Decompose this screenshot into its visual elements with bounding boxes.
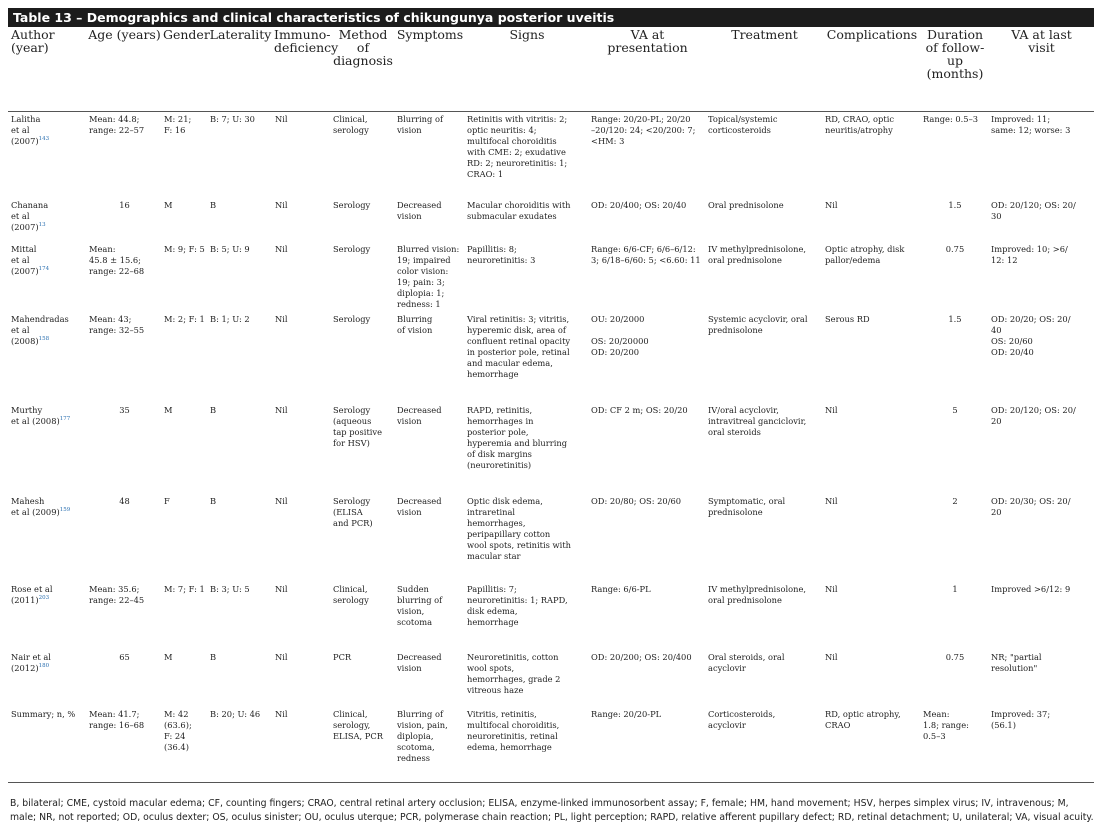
cell-va-last <box>989 405 1094 496</box>
cell-signs <box>465 709 589 778</box>
cell-va-last-text: OD: 20/120; OS: 20/ 30 <box>991 200 1076 222</box>
cell-signs-text: RAPD, retinitis, hemorrhages in posterior pole, hyperemia and blurring of disk margins (neuroretinitis) <box>467 405 568 471</box>
table-body <box>8 111 1094 778</box>
cell-method <box>331 652 395 709</box>
cell-laterality <box>208 496 273 584</box>
cell-immunodeficiency <box>273 405 331 496</box>
cell-author <box>8 244 87 314</box>
cell-symptoms-text: Blurring of vision <box>397 113 444 135</box>
cell-age <box>87 314 162 405</box>
cell-age <box>87 200 162 244</box>
cell-author <box>8 496 87 584</box>
cell-method-text: Serology <box>333 200 371 210</box>
cell-va-presentation <box>589 405 706 496</box>
cell-immunodeficiency <box>273 584 331 652</box>
cell-age <box>87 584 162 652</box>
cell-gender-text: M <box>164 405 173 415</box>
header-gender-text: Gender <box>163 27 210 42</box>
header-immunodeficiency <box>273 27 339 111</box>
cell-immunodeficiency-text: Nil <box>275 200 288 210</box>
cell-signs <box>465 405 589 496</box>
table-row <box>8 200 1094 244</box>
header-treatment <box>706 27 823 111</box>
cell-signs <box>465 244 589 314</box>
header-duration <box>921 27 989 111</box>
cell-va-last <box>989 652 1094 709</box>
cell-method <box>331 405 395 496</box>
cell-gender <box>162 405 208 496</box>
cell-duration-text: Range: 0.5–3 <box>923 113 979 124</box>
cell-method-text: Serology (ELISA and PCR) <box>333 496 373 529</box>
cell-method <box>331 200 395 244</box>
cell-complications <box>823 314 921 405</box>
header-laterality <box>208 27 273 111</box>
cell-laterality <box>208 244 273 314</box>
reference-link[interactable]: 13 <box>38 222 46 229</box>
cell-duration-text: Mean: 1.8; range: 0.5–3 <box>923 709 969 742</box>
cell-symptoms-text: Sudden blurring of vision, scotoma <box>397 584 443 628</box>
cell-method-text: Clinical, serology, ELISA, PCR <box>333 709 383 742</box>
cell-gender-text: M: 42 (63.6); F: 24 (36.4) <box>164 709 192 753</box>
cell-laterality <box>208 652 273 709</box>
cell-va-last <box>989 200 1094 244</box>
cell-complications-text: Nil <box>825 584 838 594</box>
header-duration-text: Duration of follow- up (months) <box>925 27 985 81</box>
cell-signs-text: Neuroretinitis, cotton wool spots, hemorrhages, grade 2 vitreous haze <box>467 652 561 696</box>
cell-gender-text: F <box>164 496 170 506</box>
cell-treatment <box>706 405 823 496</box>
cell-laterality-text: B: 3; U: 5 <box>210 584 250 594</box>
reference-link[interactable]: 177 <box>59 416 71 423</box>
cell-va-presentation-text: OU: 20/2000 OS: 20/20000 OD: 20/200 <box>591 314 649 358</box>
cell-method <box>331 584 395 652</box>
table-header <box>8 27 1094 111</box>
reference-link[interactable]: 143 <box>38 135 50 142</box>
cell-signs-text: Macular choroiditis with submacular exudates <box>467 200 571 222</box>
header-age <box>87 27 162 111</box>
cell-va-last-text: Improved: 10; >6/ 12: 12 <box>991 244 1068 266</box>
header-signs-text: Signs <box>509 27 545 42</box>
cell-age-text: Mean: 43; range: 32–55 <box>89 314 145 336</box>
cell-va-last <box>989 314 1094 405</box>
cell-va-presentation <box>589 314 706 405</box>
cell-gender-text: M: 7; F: 1 <box>164 584 205 594</box>
reference-link[interactable]: 159 <box>59 507 71 514</box>
table-footnote: B, bilateral; CME, cystoid macular edema; CF, counting fingers; CRAO, central retinal artery occlusion; ELISA, enzyme-linked immunosorbent assay; F, female; HM, hand movement; HSV, herpes simplex virus; IV, intravenous; M, male; NR, not reported; OD, oculus dexter; OS, oculus sinister; OU, oculus uterque; PCR, polymerase chain reaction; PL, light perception; RAPD, relative afferent pupillary defect; RD, retinal detachment; U, unilateral; VA, visual acuity. <box>8 782 1094 825</box>
header-method <box>331 27 395 111</box>
cell-gender <box>162 200 208 244</box>
cell-treatment-text: IV methylprednisolone, oral prednisolone <box>708 244 806 266</box>
cell-signs-text: Viral retinitis: 3; vitritis, hyperemic disk, area of confluent retinal opacity in posterior pole, retinal and macular edema, hemorrhage <box>467 314 571 380</box>
cell-duration <box>921 405 989 496</box>
cell-symptoms-text: Blurring of vision <box>397 314 433 336</box>
cell-signs <box>465 200 589 244</box>
reference-link[interactable]: 158 <box>38 336 50 343</box>
cell-method <box>331 244 395 314</box>
cell-method-text: Serology <box>333 314 371 324</box>
cell-immunodeficiency-text: Nil <box>275 244 288 254</box>
cell-method <box>331 496 395 584</box>
cell-age <box>87 405 162 496</box>
cell-va-presentation-text: Range: 20/20-PL <box>591 709 662 719</box>
cell-va-last-text: OD: 20/20; OS: 20/ 40 OS: 20/60 OD: 20/40 <box>991 314 1071 358</box>
cell-va-presentation <box>589 652 706 709</box>
cell-va-last-text: Improved: 37; (56.1) <box>991 709 1051 731</box>
cell-duration-text: 2 <box>952 496 958 506</box>
cell-treatment <box>706 709 823 778</box>
cell-laterality <box>208 314 273 405</box>
cell-gender <box>162 652 208 709</box>
reference-link[interactable]: 174 <box>38 266 50 273</box>
cell-complications-text: Nil <box>825 200 838 210</box>
header-complications-text: Complications <box>826 27 918 42</box>
cell-complications-text: Nil <box>825 652 838 662</box>
cell-va-presentation-text: OD: CF 2 m; OS: 20/20 <box>591 405 688 415</box>
header-gender <box>162 27 208 111</box>
table-title: Table 13 – Demographics and clinical characteristics of chikungunya posterior uveitis <box>8 8 1094 27</box>
cell-author-text: Mahendradas et al (2008) <box>11 314 69 347</box>
cell-gender <box>162 496 208 584</box>
cell-laterality <box>208 200 273 244</box>
cell-va-last-text: OD: 20/120; OS: 20/ 20 <box>991 405 1076 427</box>
cell-complications <box>823 244 921 314</box>
cell-complications <box>823 584 921 652</box>
cell-va-presentation-text: OD: 20/200; OS: 20/400 <box>591 652 692 662</box>
cell-age <box>87 496 162 584</box>
cell-author-text: Murthy et al (2008) <box>11 405 60 427</box>
cell-symptoms <box>395 584 465 652</box>
cell-age-text: Mean: 35.6; range: 22–45 <box>89 584 145 606</box>
cell-duration-text: 1.5 <box>948 314 962 324</box>
cell-author <box>8 111 87 200</box>
cell-treatment-text: Oral prednisolone <box>708 200 784 210</box>
cell-symptoms <box>395 405 465 496</box>
cell-complications <box>823 405 921 496</box>
cell-gender <box>162 584 208 652</box>
cell-va-last <box>989 584 1094 652</box>
cell-symptoms <box>395 111 465 200</box>
cell-va-last <box>989 709 1094 778</box>
cell-va-last-text: OD: 20/30; OS: 20/ 20 <box>991 496 1071 518</box>
cell-treatment <box>706 244 823 314</box>
cell-duration <box>921 200 989 244</box>
cell-immunodeficiency-text: Nil <box>275 652 288 662</box>
cell-va-last <box>989 111 1094 200</box>
cell-signs-text: Papillitis: 8; neuroretinitis: 3 <box>467 244 536 266</box>
cell-author-text: Nair et al (2012) <box>11 652 51 674</box>
table-row <box>8 584 1094 652</box>
cell-treatment <box>706 652 823 709</box>
cell-signs <box>465 314 589 405</box>
cell-complications-text: RD, CRAO, optic neuritis/atrophy <box>825 113 894 135</box>
cell-complications <box>823 496 921 584</box>
cell-age-text: Mean: 44.8; range: 22–57 <box>89 113 145 135</box>
cell-treatment <box>706 200 823 244</box>
cell-symptoms-text: Decreased vision <box>397 200 442 222</box>
cell-laterality <box>208 111 273 200</box>
cell-author <box>8 584 87 652</box>
cell-treatment-text: IV/oral acyclovir, intravitreal ganciclovir, oral steroids <box>708 405 807 438</box>
cell-complications <box>823 709 921 778</box>
cell-age <box>87 709 162 778</box>
cell-duration <box>921 314 989 405</box>
cell-author <box>8 200 87 244</box>
cell-va-last-text: Improved >6/12: 9 <box>991 584 1071 594</box>
cell-laterality <box>208 709 273 778</box>
cell-method <box>331 111 395 200</box>
cell-immunodeficiency <box>273 709 331 778</box>
cell-symptoms <box>395 652 465 709</box>
cell-immunodeficiency-text: Nil <box>275 113 288 124</box>
cell-age-text: Mean: 41.7; range: 16–68 <box>89 709 145 731</box>
cell-va-presentation-text: Range: 20/20-PL; 20/20 –20/120: 24; <20/200: 7; <HM: 3 <box>591 113 696 146</box>
cell-age-text: 65 <box>119 652 130 662</box>
cell-age <box>87 244 162 314</box>
cell-va-presentation <box>589 584 706 652</box>
header-age-text: Age (years) <box>88 27 161 42</box>
cell-author-text: Mittal et al (2007) <box>11 244 39 277</box>
reference-link[interactable]: 203 <box>38 595 50 602</box>
cell-method <box>331 709 395 778</box>
cell-symptoms-text: Decreased vision <box>397 496 442 518</box>
cell-treatment <box>706 314 823 405</box>
cell-age <box>87 652 162 709</box>
cell-symptoms-text: Blurring of vision, pain, diplopia, scotoma, redness <box>397 709 448 764</box>
cell-gender-text: M: 2; F: 1 <box>164 314 205 324</box>
cell-author-text: Lalitha et al (2007) <box>11 113 41 146</box>
cell-complications-text: Nil <box>825 405 838 415</box>
cell-complications-text: Nil <box>825 496 838 506</box>
cell-laterality-text: B <box>210 405 217 415</box>
table-row <box>8 314 1094 405</box>
reference-link[interactable]: 180 <box>38 663 50 670</box>
cell-treatment <box>706 496 823 584</box>
cell-gender <box>162 111 208 200</box>
cell-immunodeficiency <box>273 244 331 314</box>
cell-va-presentation-text: OD: 20/80; OS: 20/60 <box>591 496 682 506</box>
cell-age-text: 16 <box>119 200 130 210</box>
cell-age-text: 48 <box>119 496 130 506</box>
cell-symptoms-text: Decreased vision <box>397 405 442 427</box>
cell-duration-text: 0.75 <box>945 652 965 662</box>
cell-laterality-text: B: 20; U: 46 <box>210 709 261 719</box>
header-complications <box>823 27 921 111</box>
cell-laterality-text: B: 5; U: 9 <box>210 244 250 254</box>
cell-signs <box>465 584 589 652</box>
cell-treatment-text: Symptomatic, oral prednisolone <box>708 496 786 518</box>
cell-gender-text: M <box>164 652 173 662</box>
cell-laterality <box>208 584 273 652</box>
cell-symptoms <box>395 709 465 778</box>
cell-treatment-text: Systemic acyclovir, oral prednisolone <box>708 314 808 336</box>
cell-method-text: Serology (aqueous tap positive for HSV) <box>333 405 383 449</box>
cell-va-presentation <box>589 244 706 314</box>
cell-treatment <box>706 111 823 200</box>
header-va-last-text: VA at last visit <box>1011 27 1072 55</box>
cell-age-text: Mean: 45.8 ± 15.6; range: 22–68 <box>89 244 145 277</box>
cell-gender <box>162 244 208 314</box>
cell-va-presentation-text: Range: 6/6-CF; 6/6–6/12: 3; 6/18–6/60: 5; <6.60: 11 <box>591 244 701 266</box>
cell-laterality-text: B: 1; U: 2 <box>210 314 250 324</box>
cell-signs-text: Vitritis, retinitis, multifocal choroiditis, neuroretinitis, retinal edema, hemorrhage <box>467 709 560 753</box>
cell-complications <box>823 200 921 244</box>
cell-symptoms-text: Decreased vision <box>397 652 442 674</box>
header-symptoms-text: Symptoms <box>396 27 464 42</box>
cell-duration-text: 5 <box>952 405 958 415</box>
cell-age <box>87 111 162 200</box>
cell-treatment-text: IV methylprednisolone, oral prednisolone <box>708 584 806 606</box>
cell-laterality-text: B <box>210 496 217 506</box>
cell-treatment-text: Oral steroids, oral acyclovir <box>708 652 785 674</box>
cell-author-text: Summary; n, % <box>11 709 76 719</box>
cell-author-text: Mahesh et al (2009) <box>11 496 60 518</box>
cell-age-text: 35 <box>119 405 130 415</box>
cell-duration <box>921 584 989 652</box>
cell-va-last <box>989 496 1094 584</box>
cell-laterality-text: B <box>210 200 217 210</box>
cell-immunodeficiency <box>273 200 331 244</box>
cell-method-text: Clinical, serology <box>333 584 369 606</box>
cell-author-text: Rose et al (2011) <box>11 584 53 606</box>
table-row <box>8 244 1094 314</box>
cell-author-text: Chanana et al (2007) <box>11 200 49 233</box>
cell-gender-text: M <box>164 200 173 210</box>
table-row <box>8 405 1094 496</box>
cell-va-last-text: NR; "partial resolution" <box>991 652 1042 674</box>
table-row <box>8 111 1094 200</box>
cell-signs <box>465 111 589 200</box>
cell-method-text: PCR <box>333 652 352 662</box>
header-va-last <box>989 27 1094 111</box>
cell-va-presentation <box>589 111 706 200</box>
cell-signs-text: Retinitis with vitritis: 2; optic neuritis: 4; multifocal choroiditis with CME: 2; exudative RD: 2; neuroretinitis: 1; CRAO: 1 <box>467 113 568 179</box>
cell-signs-text: Optic disk edema, intraretinal hemorrhages, peripapillary cotton wool spots, retinitis with macular star <box>467 496 571 562</box>
cell-va-last <box>989 244 1094 314</box>
cell-immunodeficiency <box>273 314 331 405</box>
cell-laterality <box>208 405 273 496</box>
cell-author <box>8 405 87 496</box>
cell-duration <box>921 244 989 314</box>
cell-va-presentation <box>589 496 706 584</box>
cell-symptoms <box>395 496 465 584</box>
cell-symptoms-text: Blurred vision: 19; impaired color vision: 19; pain: 3; diplopia: 1; redness: 1 <box>397 244 460 310</box>
header-laterality-text: Laterality <box>209 27 272 42</box>
cell-laterality-text: B: 7; U: 30 <box>210 113 255 124</box>
cell-immunodeficiency <box>273 652 331 709</box>
cell-gender-text: M: 9; F: 5 <box>164 244 205 254</box>
cell-immunodeficiency-text: Nil <box>275 496 288 506</box>
cell-signs-text: Papillitis: 7; neuroretinitis: 1; RAPD, disk edema, hemorrhage <box>467 584 568 628</box>
cell-duration <box>921 652 989 709</box>
header-va-presentation <box>589 27 706 111</box>
cell-complications <box>823 652 921 709</box>
header-immunodeficiency-text: Immuno- deficiency <box>274 27 339 55</box>
header-va-presentation-text: VA at presentation <box>607 27 688 55</box>
cell-signs <box>465 496 589 584</box>
cell-author <box>8 652 87 709</box>
cell-symptoms <box>395 200 465 244</box>
cell-treatment <box>706 584 823 652</box>
header-author-text: Author (year) <box>11 27 55 55</box>
cell-symptoms <box>395 314 465 405</box>
cell-va-presentation-text: Range: 6/6-PL <box>591 584 651 594</box>
header-author <box>8 27 87 111</box>
cell-laterality-text: B <box>210 652 217 662</box>
cell-treatment-text: Topical/systemic corticosteroids <box>708 113 778 135</box>
cell-duration-text: 0.75 <box>945 244 965 254</box>
cell-complications <box>823 111 921 200</box>
cell-va-presentation <box>589 709 706 778</box>
cell-author <box>8 709 87 778</box>
header-signs <box>465 27 589 111</box>
cell-va-last-text: Improved: 11; same: 12; worse: 3 <box>991 113 1071 135</box>
cell-complications-text: Serous RD <box>825 314 870 324</box>
header-method-text: Method of diagnosis <box>333 27 393 68</box>
cell-author <box>8 314 87 405</box>
cell-complications-text: Optic atrophy, disk pallor/edema <box>825 244 905 266</box>
cell-duration-text: 1.5 <box>948 200 962 210</box>
cell-immunodeficiency-text: Nil <box>275 314 288 324</box>
cell-duration <box>921 496 989 584</box>
cell-method-text: Serology <box>333 244 371 254</box>
table-row <box>8 652 1094 709</box>
cell-method <box>331 314 395 405</box>
cell-immunodeficiency <box>273 496 331 584</box>
cell-treatment-text: Corticosteroids, acyclovir <box>708 709 776 731</box>
cell-symptoms <box>395 244 465 314</box>
table-row <box>8 496 1094 584</box>
cell-duration <box>921 709 989 778</box>
cell-immunodeficiency-text: Nil <box>275 709 288 719</box>
cell-signs <box>465 652 589 709</box>
cell-immunodeficiency-text: Nil <box>275 405 288 415</box>
cell-method-text: Clinical, serology <box>333 113 369 135</box>
cell-gender <box>162 709 208 778</box>
cell-gender <box>162 314 208 405</box>
document-page <box>8 8 1094 825</box>
cell-va-presentation <box>589 200 706 244</box>
table-row <box>8 709 1094 778</box>
cell-duration-text: 1 <box>952 584 958 594</box>
cell-complications-text: RD, optic atrophy, CRAO <box>825 709 901 731</box>
cell-gender-text: M: 21; F: 16 <box>164 113 192 135</box>
cell-immunodeficiency-text: Nil <box>275 584 288 594</box>
header-symptoms <box>395 27 465 111</box>
header-treatment-text: Treatment <box>731 27 798 42</box>
cell-immunodeficiency <box>273 111 331 200</box>
demographics-table <box>8 27 1094 778</box>
cell-duration <box>921 111 989 200</box>
cell-va-presentation-text: OD: 20/400; OS: 20/40 <box>591 200 687 210</box>
